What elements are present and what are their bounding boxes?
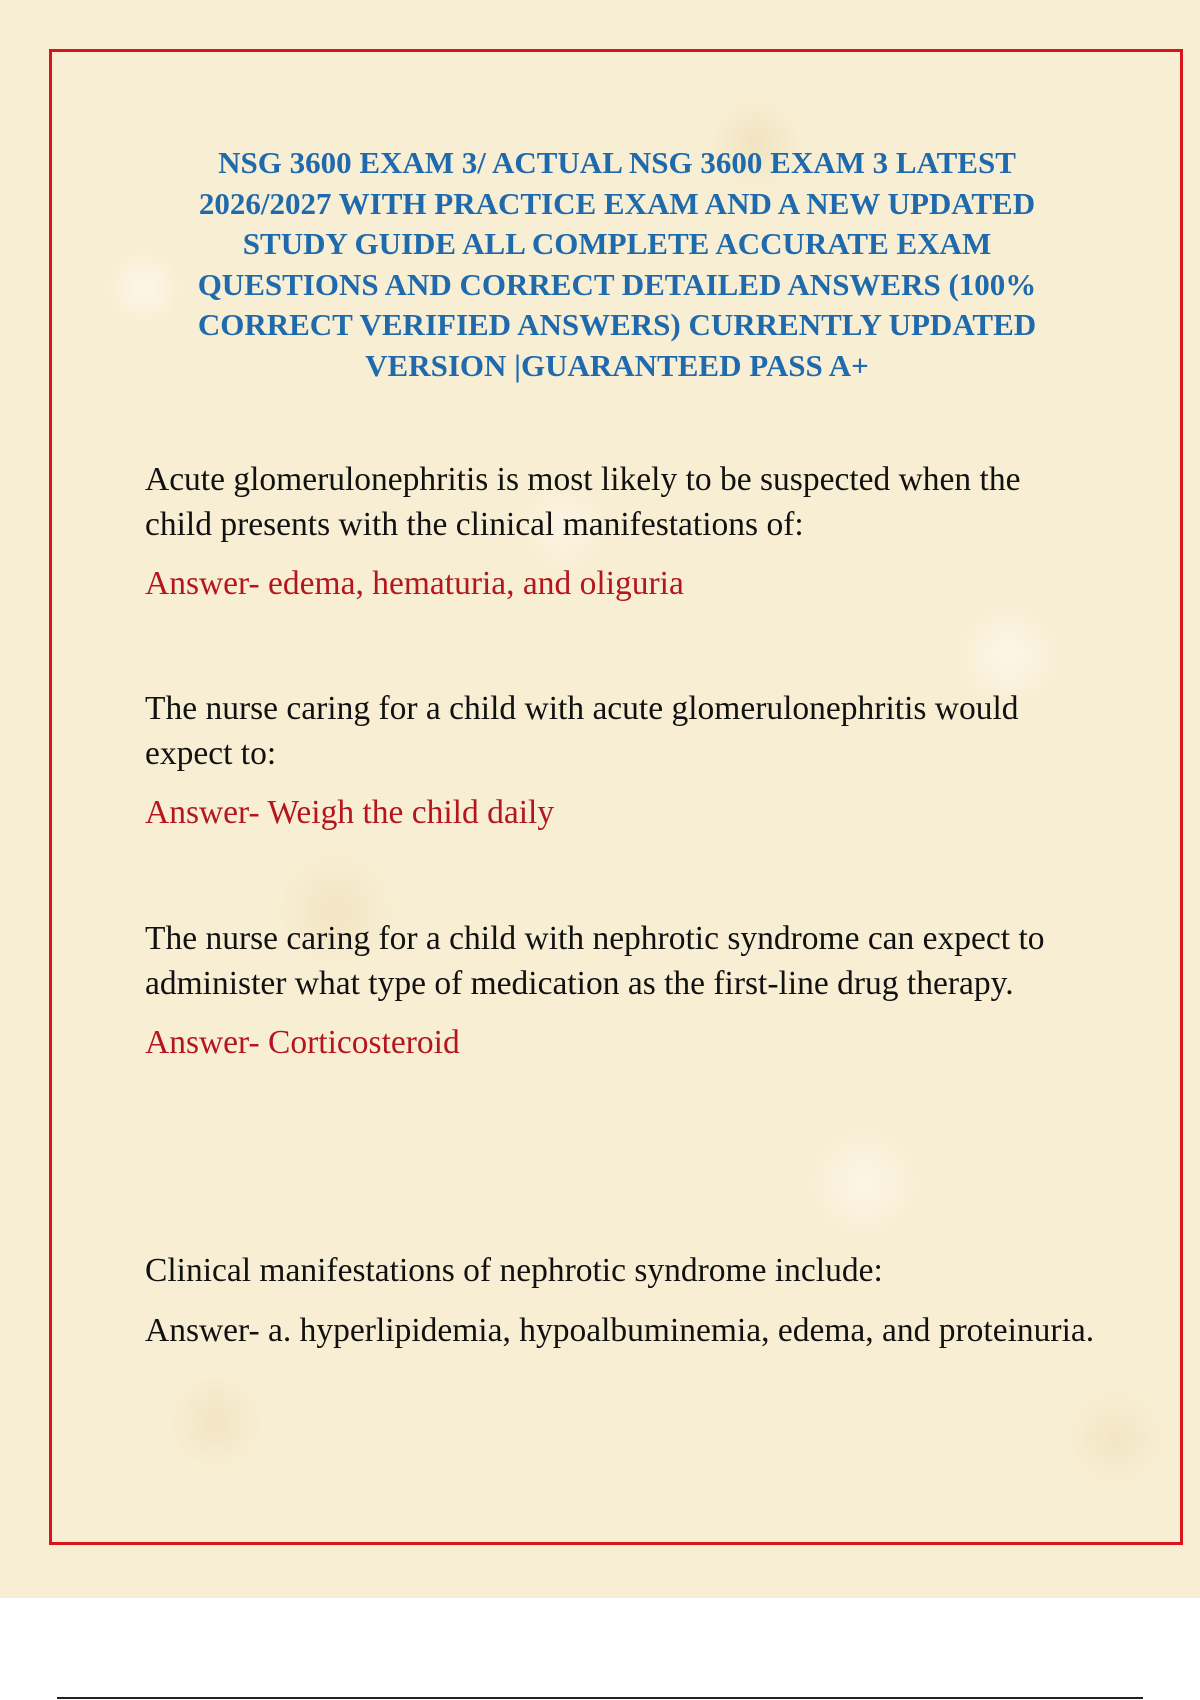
answer-text: Answer- Corticosteroid xyxy=(145,1024,460,1061)
answer-text: Answer- Weigh the child daily xyxy=(145,794,555,831)
answer-text: Answer- a. hyperlipidemia, hypoalbuminemia, edema, and proteinuria. xyxy=(145,1311,1095,1349)
qa-item-3 xyxy=(145,917,1095,1066)
footer-divider xyxy=(57,1697,1143,1699)
qa-item-2 xyxy=(145,687,1095,836)
qa-item-1 xyxy=(145,458,1095,607)
qa-item-4 xyxy=(145,1249,1095,1353)
answer-text: Answer- edema, hematuria, and oliguria xyxy=(145,565,684,602)
question-text: Acute glomerulonephritis is most likely to be suspected when the child presents with the clinical manifestations of: xyxy=(145,461,1021,543)
question-text: The nurse caring for a child with acute glomerulonephritis would expect to: xyxy=(145,690,1019,772)
document-title: NSG 3600 EXAM 3/ ACTUAL NSG 3600 EXAM 3 LATEST 2026/2027 WITH PRACTICE EXAM AND A NEW UPDATED STUDY GUIDE ALL COMPLETE ACCURATE EXAM QUESTIONS AND CORRECT DETAILED ANSWERS (100% CORRECT VERIFIED ANSWERS) CURRENTLY UPDATED VERSION |GUARANTEED PASS A+ xyxy=(197,145,1037,383)
question-text: Clinical manifestations of nephrotic syndrome include: xyxy=(145,1252,883,1289)
question-text: The nurse caring for a child with nephrotic syndrome can expect to administer what type of medication as the first-line drug therapy. xyxy=(145,920,1045,1002)
